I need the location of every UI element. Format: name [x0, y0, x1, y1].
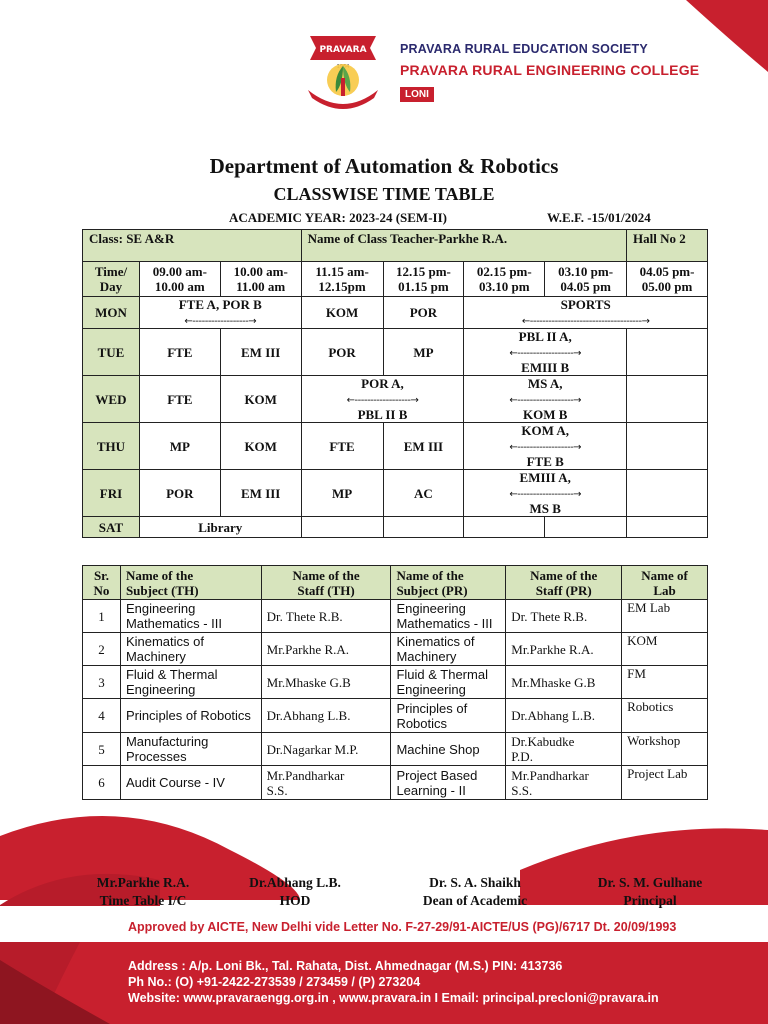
col-header-staff-pr: Name of the Staff (PR)	[506, 566, 622, 600]
empty-cell	[627, 470, 708, 517]
table-row	[83, 600, 708, 633]
lecture-cell: FTE	[139, 329, 220, 376]
footer-address: Address : A/p. Loni Bk., Tal. Rahata, Dist. Ahmednagar (M.S.) PIN: 413736	[128, 959, 563, 973]
lab-session: KOM A, ←------------------→ FTE B	[464, 423, 627, 470]
lab-name: Workshop	[622, 733, 708, 766]
empty-cell	[627, 423, 708, 470]
corner-cell: Time/ Day	[83, 262, 140, 297]
timetable-info-row	[83, 230, 708, 262]
empty-cell	[627, 517, 708, 538]
class-name: Class: SE A&R	[83, 230, 302, 262]
slot-header: 11.15 am- 12.15pm	[301, 262, 383, 297]
lecture-cell: EM III	[220, 329, 301, 376]
lab-session: POR A, ←------------------→ PBL II B	[301, 376, 464, 423]
row-number: 5	[83, 733, 121, 766]
lecture-cell: MP	[139, 423, 220, 470]
table-row	[83, 733, 708, 766]
staff-th: Dr.Abhang L.B.	[261, 699, 391, 733]
lecture-cell: POR	[139, 470, 220, 517]
staff-th: Mr.Pandharkar S.S.	[261, 766, 391, 800]
timetable-row-wed	[83, 376, 708, 423]
slot-header: 10.00 am- 11.00 am	[220, 262, 301, 297]
span-arrow-icon: ←------------------→	[509, 348, 582, 359]
empty-cell	[383, 517, 464, 538]
col-header-subject-th: Name of the Subject (TH)	[120, 566, 261, 600]
span-arrow-icon: ←------------------→	[184, 316, 257, 327]
col-header-sr: Sr. No	[83, 566, 121, 600]
table-row	[83, 633, 708, 666]
timetable-row-fri	[83, 470, 708, 517]
day-label: SAT	[83, 517, 140, 538]
slot-header: 02.15 pm- 03.10 pm	[464, 262, 545, 297]
row-number: 6	[83, 766, 121, 800]
col-header-staff-th: Name of the Staff (TH)	[261, 566, 391, 600]
row-number: 4	[83, 699, 121, 733]
lecture-cell: POR	[383, 297, 464, 329]
timetable-row-tue	[83, 329, 708, 376]
staff-pr: Mr.Mhaske G.B	[506, 666, 622, 699]
lecture-cell: FTE	[139, 376, 220, 423]
college-name: PRAVARA RURAL ENGINEERING COLLEGE	[400, 62, 700, 78]
staff-th: Mr.Mhaske G.B	[261, 666, 391, 699]
lecture-cell: FTE	[301, 423, 383, 470]
subject-pr: Project Based Learning - II	[391, 766, 506, 800]
hall-number: Hall No 2	[627, 230, 708, 262]
logo-text: PRAVARA	[319, 45, 367, 55]
slot-header: 09.00 am- 10.00 am	[139, 262, 220, 297]
timetable-row-thu	[83, 423, 708, 470]
day-label: THU	[83, 423, 140, 470]
slot-header: 04.05 pm- 05.00 pm	[627, 262, 708, 297]
society-name: PRAVARA RURAL EDUCATION SOCIETY	[400, 42, 648, 56]
subject-th: Kinematics of Machinery	[120, 633, 261, 666]
timetable-row-sat	[83, 517, 708, 538]
staff-th: Dr.Nagarkar M.P.	[261, 733, 391, 766]
empty-cell	[301, 517, 383, 538]
lab-session: MS A, ←------------------→ KOM B	[464, 376, 627, 423]
subject-staff-table	[82, 565, 708, 800]
signature-timetable-ic: Mr.Parkhe R.A. Time Table I/C	[96, 875, 190, 908]
lecture-cell: KOM	[301, 297, 383, 329]
subject-table-header	[83, 566, 708, 600]
timetable-row-mon	[83, 297, 708, 329]
slot-header: 12.15 pm- 01.15 pm	[383, 262, 464, 297]
subject-pr: Kinematics of Machinery	[391, 633, 506, 666]
span-arrow-icon: ←------------------→	[346, 395, 419, 406]
row-number: 3	[83, 666, 121, 699]
lecture-cell: EM III	[220, 470, 301, 517]
slot-header: 03.10 pm- 04.05 pm	[545, 262, 627, 297]
signature-hod: Dr.Abhang L.B. HOD	[249, 875, 341, 908]
subject-th: Engineering Mathematics - III	[120, 600, 261, 633]
col-header-lab: Name of Lab	[622, 566, 708, 600]
span-arrow-icon: ←------------------------------------→	[521, 316, 650, 327]
lecture-cell: AC	[383, 470, 464, 517]
lab-name: EM Lab	[622, 600, 708, 633]
class-teacher: Name of Class Teacher-Parkhe R.A.	[301, 230, 626, 262]
lab-name: Project Lab	[622, 766, 708, 800]
empty-cell	[627, 376, 708, 423]
day-label: TUE	[83, 329, 140, 376]
span-arrow-icon: ←------------------→	[509, 395, 582, 406]
signature-dean: Dr. S. A. Shaikh Dean of Academic	[422, 875, 528, 908]
staff-pr: Mr.Pandharkar S.S.	[506, 766, 622, 800]
row-number: 2	[83, 633, 121, 666]
wef-date: W.E.F. -15/01/2024	[547, 210, 651, 225]
timetable-title: CLASSWISE TIME TABLE	[273, 184, 495, 204]
row-number: 1	[83, 600, 121, 633]
lab-name: KOM	[622, 633, 708, 666]
staff-pr: Dr.Kabudke P.D.	[506, 733, 622, 766]
staff-pr: Mr.Parkhe R.A.	[506, 633, 622, 666]
table-row	[83, 666, 708, 699]
footer-phone: Ph No.: (O) +91-2422-273539 / 273459 / (P) 273204	[128, 975, 421, 989]
empty-cell	[627, 329, 708, 376]
aicte-approval: Approved by AICTE, New Delhi vide Letter No. F-27-29/91-AICTE/US (PG)/6717 Dt. 20/09/1993	[128, 920, 677, 934]
sports-session: SPORTS ←------------------------------------→	[464, 297, 708, 329]
empty-cell	[545, 517, 627, 538]
day-label: MON	[83, 297, 140, 329]
lecture-cell: MP	[383, 329, 464, 376]
timetable	[82, 229, 708, 538]
lab-name: Robotics	[622, 699, 708, 733]
lecture-cell: KOM	[220, 376, 301, 423]
subject-th: Audit Course - IV	[120, 766, 261, 800]
staff-th: Dr. Thete R.B.	[261, 600, 391, 633]
signature-principal: Dr. S. M. Gulhane Principal	[597, 875, 703, 908]
staff-pr: Dr.Abhang L.B.	[506, 699, 622, 733]
subject-th: Manufacturing Processes	[120, 733, 261, 766]
footer-website: Website: www.pravaraengg.org.in , www.pravara.in I Email: principal.precloni@pravara.in	[128, 991, 659, 1005]
lab-session: EMIII A, ←------------------→ MS B	[464, 470, 627, 517]
college-logo-icon	[300, 22, 386, 112]
subject-th: Principles of Robotics	[120, 699, 261, 733]
table-row	[83, 766, 708, 800]
day-label: WED	[83, 376, 140, 423]
lab-name: FM	[622, 666, 708, 699]
lecture-cell: MP	[301, 470, 383, 517]
day-label: FRI	[83, 470, 140, 517]
staff-pr: Dr. Thete R.B.	[506, 600, 622, 633]
location-badge: LONI	[400, 87, 434, 102]
subject-th: Fluid & Thermal Engineering	[120, 666, 261, 699]
staff-th: Mr.Parkhe R.A.	[261, 633, 391, 666]
table-row	[83, 699, 708, 733]
subject-pr: Machine Shop	[391, 733, 506, 766]
subject-pr: Fluid & Thermal Engineering	[391, 666, 506, 699]
subject-pr: Engineering Mathematics - III	[391, 600, 506, 633]
timetable-header-row	[83, 262, 708, 297]
lab-session: FTE A, POR B ←------------------→	[139, 297, 301, 329]
library-session: Library	[139, 517, 301, 538]
academic-year: ACADEMIC YEAR: 2023-24 (SEM-II)	[229, 210, 447, 225]
lecture-cell: POR	[301, 329, 383, 376]
span-arrow-icon: ←------------------→	[509, 442, 582, 453]
department-title: Department of Automation & Robotics	[209, 154, 559, 178]
span-arrow-icon: ←------------------→	[509, 489, 582, 500]
subject-pr: Principles of Robotics	[391, 699, 506, 733]
empty-cell	[464, 517, 545, 538]
col-header-subject-pr: Name of the Subject (PR)	[391, 566, 506, 600]
lab-session: PBL II A, ←------------------→ EMIII B	[464, 329, 627, 376]
lecture-cell: EM III	[383, 423, 464, 470]
lecture-cell: KOM	[220, 423, 301, 470]
